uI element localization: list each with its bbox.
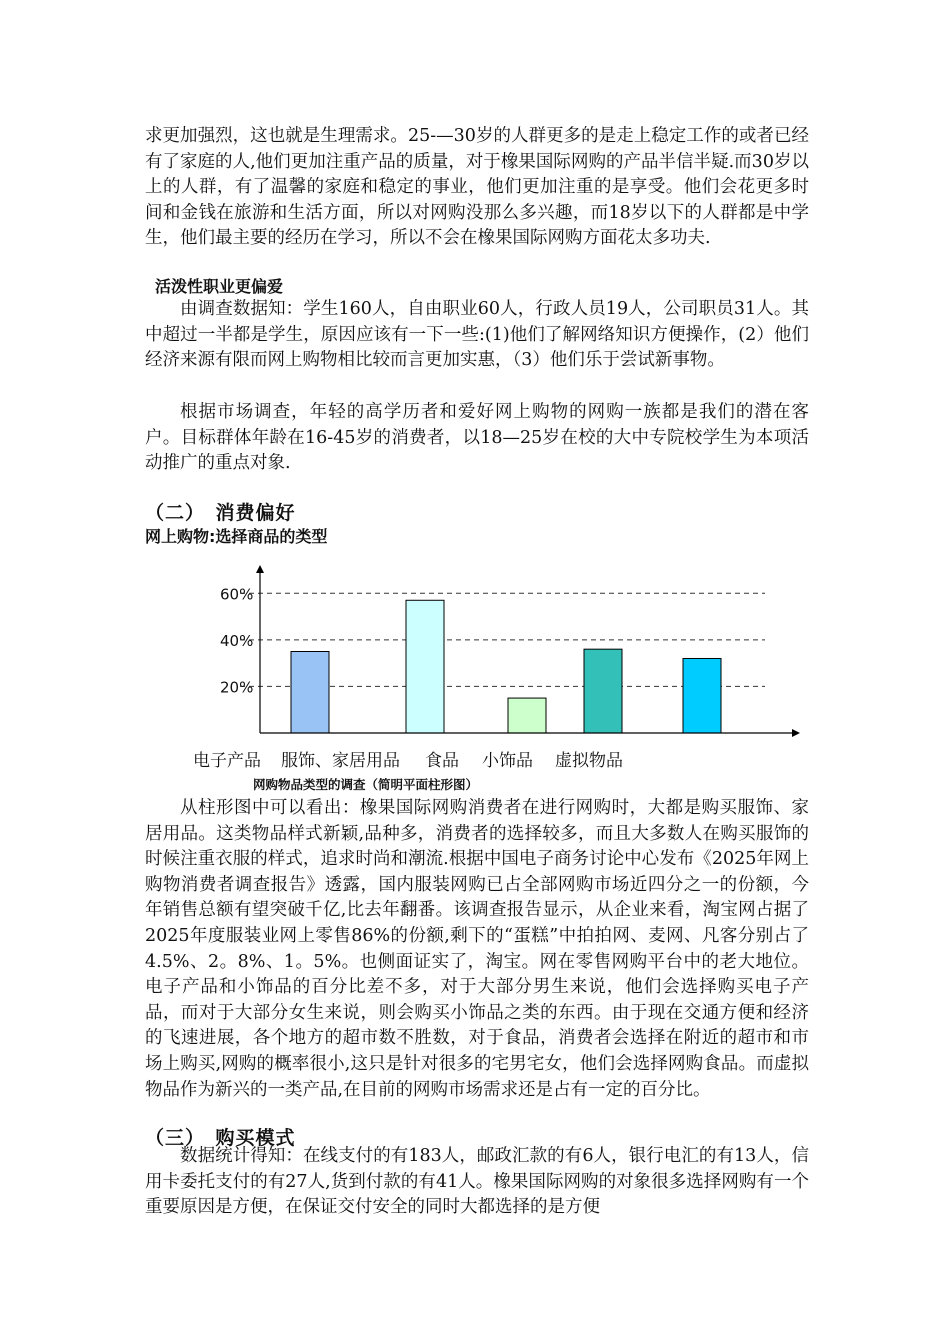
paragraph-market-survey: 根据市场调查，年轻的高学历者和爱好网上购物的网购一族都是我们的潜在客户。目标群体年龄在16-45岁的消费者，以18—25岁在校的大中专院校学生为本项活动推广的重点对象. xyxy=(145,402,809,474)
category-label-accessories: 小饰品 xyxy=(482,751,533,771)
category-label-food: 食品 xyxy=(425,751,459,771)
bar-4 xyxy=(584,649,622,733)
chart-bars xyxy=(291,600,721,733)
bar-5 xyxy=(683,658,721,733)
y-axis-arrow xyxy=(256,565,264,573)
section-heading-consumer-preference: （二） 消费偏好 xyxy=(145,502,296,524)
chart-tick-labels xyxy=(220,585,253,696)
bar-3 xyxy=(508,698,546,733)
paragraph-age-groups: 求更加强烈，这也就是生理需求。25-—30岁的人群更多的是走上稳定工作的或者已经有了家庭的人,他们更加注重产品的质量，对于橡果国际网购的产品半信半疑.而30岁以上的人群，有了温馨的家庭和稳定的事业，他们更加注重的是享受。他们会花更多时间和金钱在旅游和生活方面，所以对网购没那么多兴趣，而18岁以下的人群都是中学生，他们最主要的经历在学习，所以不会在橡果国际网购方面花太多功夫. xyxy=(145,126,809,249)
section-heading-purchase-mode: （三） 购买模式 xyxy=(145,1127,296,1149)
chart-heading: 网上购物:选择商品的类型 xyxy=(145,527,328,546)
x-axis-arrow xyxy=(792,729,800,737)
bar-chart xyxy=(180,555,820,745)
category-label-virtual-goods: 虚拟物品 xyxy=(555,751,623,771)
y-tick-label-60: 60% xyxy=(220,585,254,604)
bar-2 xyxy=(406,600,444,733)
y-tick-label-20: 20% xyxy=(220,678,254,697)
heading-job-preference: 活泼性职业更偏爱 xyxy=(155,277,284,296)
category-label-electronics: 电子产品 xyxy=(193,751,261,771)
paragraph-chart-analysis: 从柱形图中可以看出：橡果国际网购消费者在进行网购时，大都是购买服饰、家居用品。这类物品样式新颖,品种多，消费者的选择较多，而且大多数人在购买服饰的时候注重衣服的样式，追求时尚和潮流.根据中国电子商务讨论中心发布《2025年网上购物消费者调查报告》透露，国内服装网购已占全部网购市场近四分之一的份额，今年销售总额有望突破千亿,比去年翻番。该调查报告显示，从企业来看，淘宝网占据了2025年度服装业网上零售86%的份额,剩下的“蛋糕”中拍拍网、麦网、凡客分别占了4.5%、2。8%、1。5%。也侧面证实了，淘宝。网在零售网购平台中的老大地位。电子产品和小饰品的百分比差不多，对于大部分男生来说，他们会选择购买电子产品，而对于大部分女生来说，则会购买小饰品之类的东西。由于现在交通方便和经济的飞速进展，各个地方的超市数不胜数，对于食品，消费者会选择在附近的超市和市场上购买,网购的概率很小,这只是针对很多的宅男宅女，他们会选择网购食品。而虚拟物品作为新兴的一类产品,在目前的网购市场需求还是占有一定的百分比。 xyxy=(145,798,809,1100)
y-tick-label-40: 40% xyxy=(220,631,254,650)
paragraph-job-survey: 由调查数据知：学生160人，自由职业60人，行政人员19人，公司职员31人。其中超过一半都是学生，原因应该有一下一些:(1)他们了解网络知识方便操作，(2）他们经济来源有限而网上购物相比较而言更加实惠，（3）他们乐于尝试新事物。 xyxy=(145,299,809,371)
paragraph-payment-stats: 数据统计得知：在线支付的有183人，邮政汇款的有6人，银行电汇的有13人，信用卡委托支付的有27人,货到付款的有41人。橡果国际网购的对象很多选择网购有一个重要原因是方便，在保证交付安全的同时大都选择的是方便 xyxy=(145,1146,809,1218)
chart-caption: 网购物品类型的调查（简明平面柱形图） xyxy=(253,777,479,792)
category-label-clothing-home: 服饰、家居用品 xyxy=(281,751,400,771)
bar-1 xyxy=(291,652,329,734)
